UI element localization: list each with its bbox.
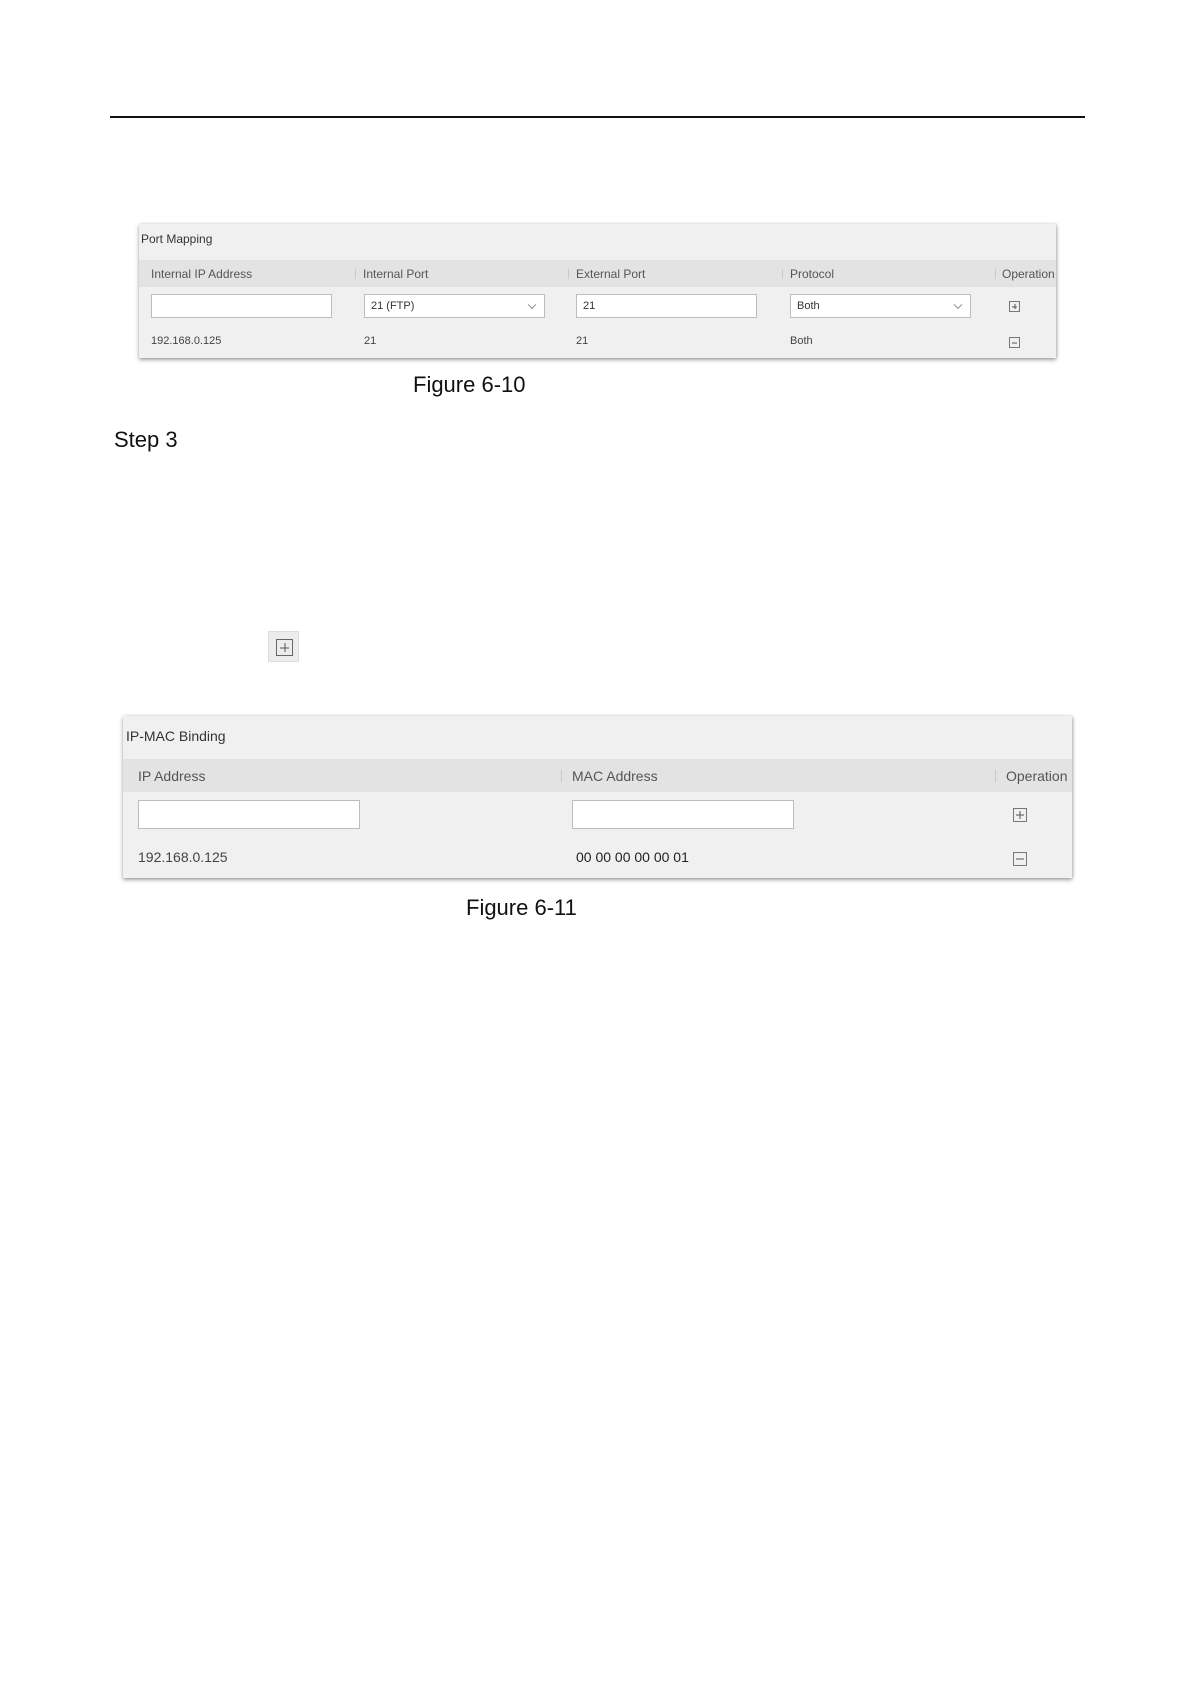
column-header-operation: Operation xyxy=(1002,266,1055,281)
add-binding-plus-icon[interactable] xyxy=(1013,808,1027,822)
external-port-input[interactable] xyxy=(576,294,757,318)
column-header-internal-port: Internal Port xyxy=(363,266,429,281)
delete-binding-minus-icon[interactable] xyxy=(1013,852,1027,866)
column-separator xyxy=(355,269,356,279)
internal-port-select[interactable] xyxy=(364,294,545,318)
page-header-rule xyxy=(110,116,1085,118)
column-header-external-port: External Port xyxy=(576,266,646,281)
column-header-internal-ip: Internal IP Address xyxy=(151,266,253,281)
column-separator xyxy=(782,269,783,279)
step-label: Step 3 xyxy=(114,427,178,452)
add-rule-plus-icon[interactable] xyxy=(1009,301,1020,312)
ip-mac-binding-panel xyxy=(123,716,1072,878)
column-separator xyxy=(561,770,562,782)
column-separator xyxy=(568,269,569,279)
panel-title: IP-MAC Binding xyxy=(126,728,226,744)
internal-ip-input[interactable] xyxy=(151,294,332,318)
column-header-protocol: Protocol xyxy=(790,266,835,281)
internal-port-selected-value: 21 (FTP) xyxy=(371,300,415,312)
column-header-row xyxy=(139,260,1056,287)
column-header-ip-address: IP Address xyxy=(138,767,206,784)
panel-title: Port Mapping xyxy=(141,232,213,246)
chevron-down-icon xyxy=(528,301,536,309)
column-header-operation: Operation xyxy=(1006,767,1068,784)
row-internal-ip: 192.168.0.125 xyxy=(151,335,222,347)
row-external-port: 21 xyxy=(576,335,589,347)
delete-rule-minus-icon[interactable] xyxy=(1009,337,1020,348)
inline-add-button-illustration xyxy=(268,631,299,662)
protocol-select[interactable] xyxy=(790,294,971,318)
figure-caption-6-11: Figure 6-11 xyxy=(466,895,577,920)
row-ip-address: 192.168.0.125 xyxy=(138,849,228,865)
row-mac-address: 00 00 00 00 00 01 xyxy=(576,849,689,865)
row-internal-port: 21 xyxy=(364,335,377,347)
protocol-selected-value: Both xyxy=(797,300,820,312)
column-separator xyxy=(995,269,996,279)
plus-box-icon xyxy=(276,639,293,656)
column-separator xyxy=(995,770,996,782)
column-header-row xyxy=(123,759,1072,792)
mac-address-input[interactable] xyxy=(572,800,794,829)
figure-caption-6-10: Figure 6-10 xyxy=(413,372,526,397)
row-protocol: Both xyxy=(790,335,813,347)
ip-address-input[interactable] xyxy=(138,800,360,829)
port-mapping-panel xyxy=(139,224,1056,358)
column-header-mac-address: MAC Address xyxy=(572,767,658,784)
chevron-down-icon xyxy=(954,301,962,309)
